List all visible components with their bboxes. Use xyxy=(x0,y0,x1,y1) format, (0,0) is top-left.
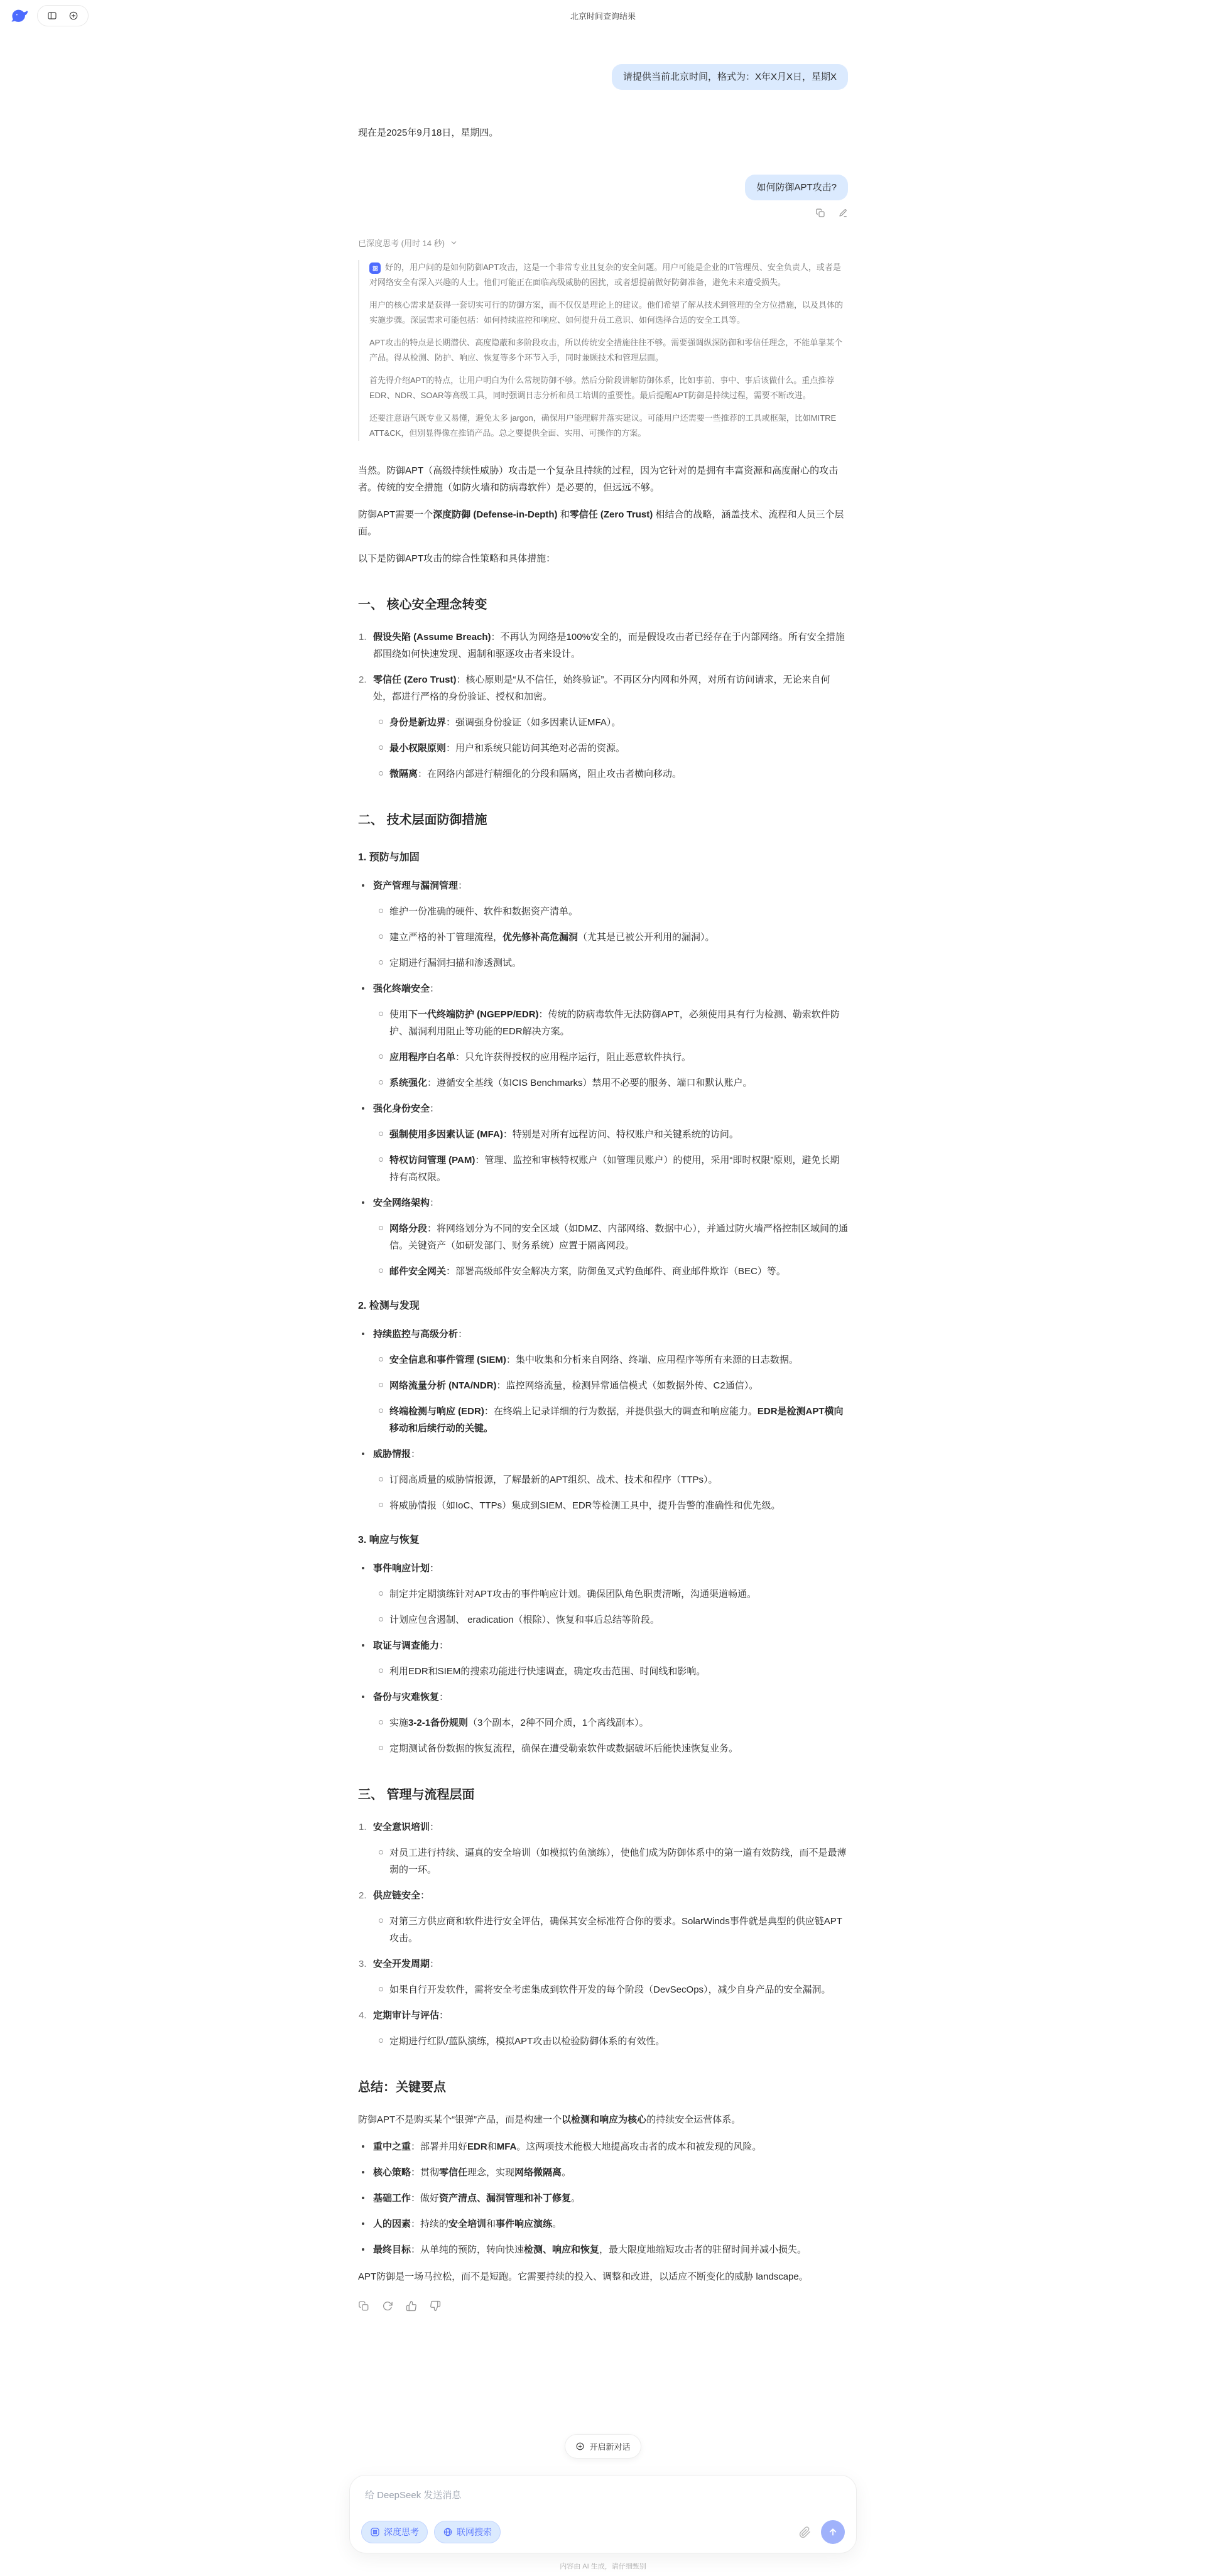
answer-heading: 二、 技术层面防御措施 xyxy=(358,813,487,828)
list-item: 事件响应计划： 制定并定期演练针对APT攻击的事件响应计划。确保团队角色职责清晰，沟通渠道畅通。 计划应包含遏制、 eradication（根除）、恢复和事后总结等阶段。 xyxy=(358,1560,848,1628)
sub-list-item: 定期进行漏洞扫描和渗透测试。 xyxy=(374,955,848,971)
answer-list xyxy=(358,2138,848,2258)
sub-list-item: 系统强化：遵循安全基线（如CIS Benchmarks）禁用不必要的服务、端口和默认账户。 xyxy=(374,1074,848,1091)
thinking-toggle[interactable] xyxy=(358,237,458,249)
list-item: 最终目标：从单纯的预防，转向快速检测、响应和恢复，最大限度地缩短攻击者的驻留时间并减小损失。 xyxy=(358,2241,848,2258)
answer-subheading: 2. 检测与发现 xyxy=(358,1301,420,1312)
deepthink-badge-icon xyxy=(369,262,381,274)
message-input[interactable] xyxy=(361,2481,845,2514)
thinking-content xyxy=(358,260,848,441)
list-item: 零信任 (Zero Trust)：核心原则是“从不信任，始终验证”。不再区分内网和外网，对所有访问请求，无论来自何处，都进行严格的身份验证、授权和加密。 身份是新边界：强调强身份验证（如多因素认证MFA）。 最小权限原则：用户和系统只能访问其绝对必需的资源。 微隔离：在网络内部进行精细化的分段和隔离，阻止攻击者横向移动。 xyxy=(358,671,848,782)
thumbs-down-icon[interactable] xyxy=(430,2300,441,2312)
user-message-actions xyxy=(358,208,848,218)
arrow-up-icon xyxy=(828,2527,838,2537)
answer-list xyxy=(358,1819,848,2050)
header-toolbar xyxy=(37,5,89,26)
answer-heading: 三、 管理与流程层面 xyxy=(358,1787,475,1802)
regenerate-icon[interactable] xyxy=(382,2300,393,2312)
list-item: 安全意识培训： 对员工进行持续、逼真的安全培训（如模拟钓鱼演练），使他们成为防御体系中的第一道有效防线，而不是最薄弱的一环。 xyxy=(358,1819,848,1878)
user-message-bubble: 请提供当前北京时间，格式为：X年X月X日，星期X xyxy=(612,64,848,90)
list-item: 安全网络架构： 网络分段：将网络划分为不同的安全区域（如DMZ、内部网络、数据中心），并通过防火墙严格控制区域间的通信。关键资产（如研发部门、财务系统）应置于隔离网段。 邮件安全网关：部署高级邮件安全解决方案，防御鱼叉式钓鱼邮件、商业邮件欺诈（BEC）等。 xyxy=(358,1194,848,1280)
sub-list-item: 对员工进行持续、逼真的安全培训（如模拟钓鱼演练），使他们成为防御体系中的第一道有效防线，而不是最薄弱的一环。 xyxy=(374,1844,848,1878)
sub-list-item: 网络分段：将网络划分为不同的安全区域（如DMZ、内部网络、数据中心），并通过防火墙严格控制区域间的通信。关键资产（如研发部门、财务系统）应置于隔离网段。 xyxy=(374,1220,848,1254)
sub-list-item: 建立严格的补丁管理流程，优先修补高危漏洞（尤其是已被公开利用的漏洞）。 xyxy=(374,929,848,946)
list-item: 人的因素：持续的安全培训和事件响应演练。 xyxy=(358,2216,848,2232)
list-item: 资产管理与漏洞管理： 维护一份准确的硬件、软件和数据资产清单。 建立严格的补丁管理流程，优先修补高危漏洞（尤其是已被公开利用的漏洞）。 定期进行漏洞扫描和渗透测试。 xyxy=(358,877,848,971)
sub-list-item: 身份是新边界：强调强身份验证（如多因素认证MFA）。 xyxy=(374,714,848,731)
thinking-paragraph: 好的，用户问的是如何防御APT攻击，这是一个非常专业且复杂的安全问题。用户可能是企业的IT管理员、安全负责人，或者是对网络安全有深入兴趣的人士。他们可能正在面临高级威胁的困扰，或者想提前做好防御准备，避免未来遭受损失。 xyxy=(369,262,841,287)
sub-list-item: 微隔离：在网络内部进行精细化的分段和隔离，阻止攻击者横向移动。 xyxy=(374,766,848,782)
circle-plus-icon xyxy=(575,2442,585,2451)
answer-paragraph: 当然。防御APT（高级持续性威胁）攻击是一个复杂且持续的过程，因为它针对的是拥有丰富资源和高度耐心的攻击者。传统的安全措施（如防火墙和防病毒软件）是必要的，但远远不够。 xyxy=(358,465,839,494)
assistant-answer xyxy=(358,462,848,2285)
sub-list-item: 将威胁情报（如IoC、TTPs）集成到SIEM、EDR等检测工具中，提升告警的准确性和优先级。 xyxy=(374,1497,848,1514)
sub-list-item: 制定并定期演练针对APT攻击的事件响应计划。确保团队角色职责清晰，沟通渠道畅通。 xyxy=(374,1586,848,1603)
list-item: 基础工作：做好资产清点、漏洞管理和补丁修复。 xyxy=(358,2190,848,2207)
sub-list-item: 订阅高质量的威胁情报源，了解最新的APT组织、战术、技术和程序（TTPs）。 xyxy=(374,1471,848,1488)
answer-paragraph: 以下是防御APT攻击的综合性策略和具体措施： xyxy=(358,553,556,565)
conversation xyxy=(358,64,848,2312)
sub-list-item: 计划应包含遏制、 eradication（根除）、恢复和事后总结等阶段。 xyxy=(374,1611,848,1628)
answer-list xyxy=(358,877,848,1280)
list-item: 重中之重：部署并用好EDR和MFA。这两项技术能极大地提高攻击者的成本和被发现的风险。 xyxy=(358,2138,848,2155)
sub-list-item: 网络流量分析 (NTA/NDR)：监控网络流量，检测异常通信模式（如数据外传、C2通信）。 xyxy=(374,1377,848,1394)
web-search-toggle[interactable] xyxy=(434,2521,501,2543)
send-button[interactable] xyxy=(821,2520,845,2544)
answer-subheading: 3. 响应与恢复 xyxy=(358,1534,420,1545)
sub-list-item: 使用下一代终端防护 (NGEPP/EDR)：传统的防病毒软件无法防御APT，必须使用具有行为检测、勒索软件防护、漏洞利用阻止等功能的EDR解决方案。 xyxy=(374,1006,848,1040)
composer xyxy=(349,2475,857,2553)
page-title: 北京时间查询结果 xyxy=(570,11,636,21)
answer-subheading: 1. 预防与加固 xyxy=(358,852,420,863)
sub-list-item: 维护一份准确的硬件、软件和数据资产清单。 xyxy=(374,903,848,920)
sub-list-item: 如果自行开发软件，需将安全考虑集成到软件开发的每个阶段（DevSecOps），减少自身产品的安全漏洞。 xyxy=(374,1981,848,1998)
web-search-label: 联网搜索 xyxy=(457,2527,492,2537)
new-chat-icon[interactable] xyxy=(68,11,79,21)
thinking-toggle-label: 已深度思考 (用时 14 秒) xyxy=(358,238,445,248)
sub-list-item: 利用EDR和SIEM的搜索功能进行快速调查，确定攻击范围、时间线和影响。 xyxy=(374,1663,848,1680)
list-item: 安全开发周期： 如果自行开发软件，需将安全考虑集成到软件开发的每个阶段（DevSecOps），减少自身产品的安全漏洞。 xyxy=(358,1956,848,1998)
list-item: 核心策略：贯彻零信任理念，实现网络微隔离。 xyxy=(358,2164,848,2181)
list-item: 取证与调查能力： 利用EDR和SIEM的搜索功能进行快速调查，确定攻击范围、时间线和影响。 xyxy=(358,1637,848,1680)
answer-list xyxy=(358,1326,848,1514)
answer-heading: 一、 核心安全理念转变 xyxy=(358,598,487,612)
user-message-row xyxy=(358,64,848,90)
sub-list-item: 定期进行红队/蓝队演练，模拟APT攻击以检验防御体系的有效性。 xyxy=(374,2033,848,2050)
sidebar-toggle-icon[interactable] xyxy=(47,11,57,21)
list-item: 备份与灾难恢复： 实施3-2-1备份规则（3个副本，2种不同介质，1个离线副本）。 定期测试备份数据的恢复流程，确保在遭受勒索软件或数据破坏后能快速恢复业务。 xyxy=(358,1689,848,1757)
paperclip-icon[interactable] xyxy=(799,2526,811,2538)
sub-list-item: 强制使用多因素认证 (MFA)：特别是对所有远程访问、特权账户和关键系统的访问。 xyxy=(374,1126,848,1143)
new-conversation-button[interactable] xyxy=(565,2434,641,2459)
list-item: 供应链安全： 对第三方供应商和软件进行安全评估，确保其安全标准符合你的要求。SolarWinds事件就是典型的供应链APT攻击。 xyxy=(358,1887,848,1947)
user-message-bubble: 如何防御APT攻击? xyxy=(745,175,848,200)
sub-list-item: 安全信息和事件管理 (SIEM)：集中收集和分析来自网络、终端、应用程序等所有来源的日志数据。 xyxy=(374,1351,848,1368)
deepseek-whale-icon[interactable] xyxy=(11,8,28,24)
sub-list-item: 定期测试备份数据的恢复流程，确保在遭受勒索软件或数据破坏后能快速恢复业务。 xyxy=(374,1740,848,1757)
thinking-paragraph: 还要注意语气既专业又易懂，避免太多 jargon，确保用户能理解并落实建议。可能用户还需要一些推荐的工具或框架，比如MITRE ATT&CK，但别显得像在推销产品。总之要提供全面、实用、可操作的方案。 xyxy=(369,413,837,438)
list-item: 强化身份安全： 强制使用多因素认证 (MFA)：特别是对所有远程访问、特权账户和关键系统的访问。 特权访问管理 (PAM)：管理、监控和审核特权账户（如管理员账户）的使用，采用“即时权限”原则，避免长期持有高权限。 xyxy=(358,1100,848,1186)
answer-paragraph: 防御APT不是购买某个“银弹”产品，而是构建一个以检测和响应为核心的持续安全运营体系。 xyxy=(358,2114,741,2125)
bottom-dock xyxy=(0,2434,1206,2576)
user-message-row xyxy=(358,175,848,200)
sub-list-item: 特权访问管理 (PAM)：管理、监控和审核特权账户（如管理员账户）的使用，采用“即时权限”原则，避免长期持有高权限。 xyxy=(374,1152,848,1186)
thinking-paragraph: 用户的核心需求是获得一套切实可行的防御方案，而不仅仅是理论上的建议。他们希望了解从技术到管理的全方位措施，以及具体的实施步骤。深层需求可能包括：如何持续监控和响应、如何提升员工意识、如何选择合适的安全工具等。 xyxy=(369,300,844,325)
top-bar xyxy=(0,0,1206,31)
deepthink-atom-icon xyxy=(370,2527,380,2537)
copy-icon[interactable] xyxy=(815,208,825,218)
list-item: 定期审计与评估： 定期进行红队/蓝队演练，模拟APT攻击以检验防御体系的有效性。 xyxy=(358,2007,848,2050)
answer-list xyxy=(358,1560,848,1757)
sub-list-item: 应用程序白名单：只允许获得授权的应用程序运行，阻止恶意软件执行。 xyxy=(374,1049,848,1066)
sub-list-item: 邮件安全网关：部署高级邮件安全解决方案，防御鱼叉式钓鱼邮件、商业邮件欺诈（BEC）等。 xyxy=(374,1263,848,1280)
copy-icon[interactable] xyxy=(358,2300,369,2312)
edit-icon[interactable] xyxy=(838,208,848,218)
list-item: 假设失陷 (Assume Breach)：不再认为网络是100%安全的，而是假设攻击者已经存在于内部网络。所有安全措施都围绕如何快速发现、遏制和驱逐攻击者来设计。 xyxy=(373,632,845,660)
thinking-paragraph: 首先得介绍APT的特点，让用户明白为什么常规防御不够。然后分阶段讲解防御体系，比如事前、事中、事后该做什么。重点推荐EDR、NDR、SOAR等高级工具，同时强调日志分析和员工培训的重要性。最后提醒APT防御是持续过程，需要不断改进。 xyxy=(369,376,835,401)
sub-list-item: 对第三方供应商和软件进行安全评估，确保其安全标准符合你的要求。SolarWinds事件就是典型的供应链APT攻击。 xyxy=(374,1913,848,1947)
answer-paragraph: APT防御是一场马拉松，而不是短跑。它需要持续的投入、调整和改进，以适应不断变化的威胁 landscape。 xyxy=(358,2271,808,2282)
thumbs-up-icon[interactable] xyxy=(406,2300,417,2312)
list-item: 强化终端安全： 使用下一代终端防护 (NGEPP/EDR)：传统的防病毒软件无法防御APT，必须使用具有行为检测、勒索软件防护、漏洞利用阻止等功能的EDR解决方案。 应用程序白名单：只允许获得授权的应用程序运行，阻止恶意软件执行。 系统强化：遵循安全基线（如CIS Benchmarks）禁用不必要的服务、端口和默认账户。 xyxy=(358,980,848,1091)
globe-icon xyxy=(443,2527,453,2537)
deep-think-label: 深度思考 xyxy=(384,2527,419,2537)
chevron-down-icon xyxy=(450,239,458,247)
sub-list-item: 终端检测与响应 (EDR)：在终端上记录详细的行为数据，并提供强大的调查和响应能力。EDR是检测APT横向移动和后续行动的关键。 xyxy=(374,1403,848,1437)
sub-list-item: 实施3-2-1备份规则（3个副本，2种不同介质，1个离线副本）。 xyxy=(374,1714,848,1731)
answer-heading: 总结：关键要点 xyxy=(358,2080,446,2094)
assistant-message-actions xyxy=(358,2300,848,2312)
disclaimer: 内容由 AI 生成，请仔细甄别 xyxy=(560,2563,646,2570)
answer-list xyxy=(358,629,848,782)
answer-paragraph: 防御APT需要一个深度防御 (Defense-in-Depth) 和零信任 (Zero Trust) 相结合的战略，涵盖技术、流程和人员三个层面。 xyxy=(358,509,844,538)
list-item: 威胁情报： 订阅高质量的威胁情报源，了解最新的APT组织、战术、技术和程序（TTPs）。 将威胁情报（如IoC、TTPs）集成到SIEM、EDR等检测工具中，提升告警的准确性和优先级。 xyxy=(358,1446,848,1514)
list-item: 持续监控与高级分析： 安全信息和事件管理 (SIEM)：集中收集和分析来自网络、终端、应用程序等所有来源的日志数据。 网络流量分析 (NTA/NDR)：监控网络流量，检测异常通信模式（如数据外传、C2通信）。 终端检测与响应 (EDR)：在终端上记录详细的行为数据，并提供强大的调查和响应能力。EDR是检测APT横向移动和后续行动的关键。 xyxy=(358,1326,848,1437)
deep-think-toggle[interactable] xyxy=(361,2521,428,2543)
sub-list-item: 最小权限原则：用户和系统只能访问其绝对必需的资源。 xyxy=(374,740,848,757)
thinking-paragraph: APT攻击的特点是长期潜伏、高度隐蔽和多阶段攻击，所以传统安全措施往往不够。需要强调纵深防御和零信任理念，不能单靠某个产品。得从检测、防护、响应、恢复等多个环节入手，同时兼顾技术和管理层面。 xyxy=(369,337,843,362)
assistant-message: 现在是2025年9月18日，星期四。 xyxy=(358,127,499,139)
new-conversation-label: 开启新对话 xyxy=(589,2442,631,2452)
